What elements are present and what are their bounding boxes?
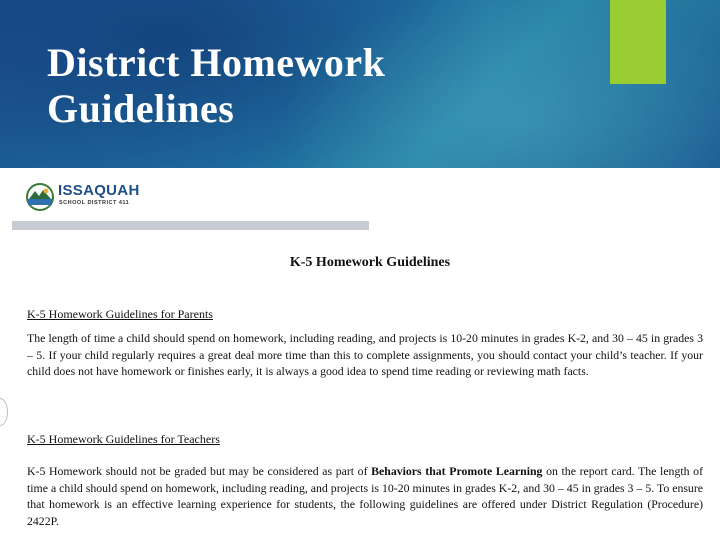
slide-title-line2: Guidelines bbox=[47, 86, 235, 131]
logo-name: ISSAQUAH bbox=[58, 182, 140, 199]
teachers-text-after: on the report card. The length of time a child should spend on homework, including reading, and projects is 10-20 minutes in grades K-2, and 30 – 45 in grades 3 – 5. To ensure that homework is an effective learning experience for students, the following guidelines are offered under District Regulation (Procedure) 2422P. bbox=[27, 464, 704, 529]
teachers-text-before: K-5 Homework should not be graded but may be considered as part of bbox=[27, 464, 372, 478]
logo-subtitle: SCHOOL DISTRICT 411 bbox=[59, 200, 130, 206]
accent-rectangle bbox=[610, 0, 666, 84]
district-logo bbox=[24, 182, 154, 212]
teachers-heading: K-5 Homework Guidelines for Teachers bbox=[27, 432, 220, 446]
teachers-text-bold: Behaviors that Promote Learning bbox=[371, 464, 543, 478]
header-divider-bar bbox=[12, 221, 369, 230]
teachers-paragraph bbox=[27, 463, 703, 530]
district-emblem-icon bbox=[24, 182, 56, 212]
parents-paragraph-text: The length of time a child should spend on homework, including reading, and projects is 10-20 minutes in grades K-2, and 30 – 45 in grades 3 – 5. If your child regularly requires a great deal more time than this to complete assignments, you should contact your child’s teacher. If your child does not have homework or finishes early, it is always a good idea to spend time reading or reviewing math facts. bbox=[27, 331, 703, 379]
document-title: K-5 Homework Guidelines bbox=[289, 255, 451, 270]
parents-heading: K-5 Homework Guidelines for Parents bbox=[27, 307, 213, 321]
slide-title bbox=[47, 40, 385, 132]
title-banner bbox=[0, 0, 720, 168]
parents-paragraph bbox=[27, 330, 703, 392]
slide-title-line1: District Homework bbox=[47, 40, 386, 85]
slide-edge-marker bbox=[0, 398, 8, 426]
